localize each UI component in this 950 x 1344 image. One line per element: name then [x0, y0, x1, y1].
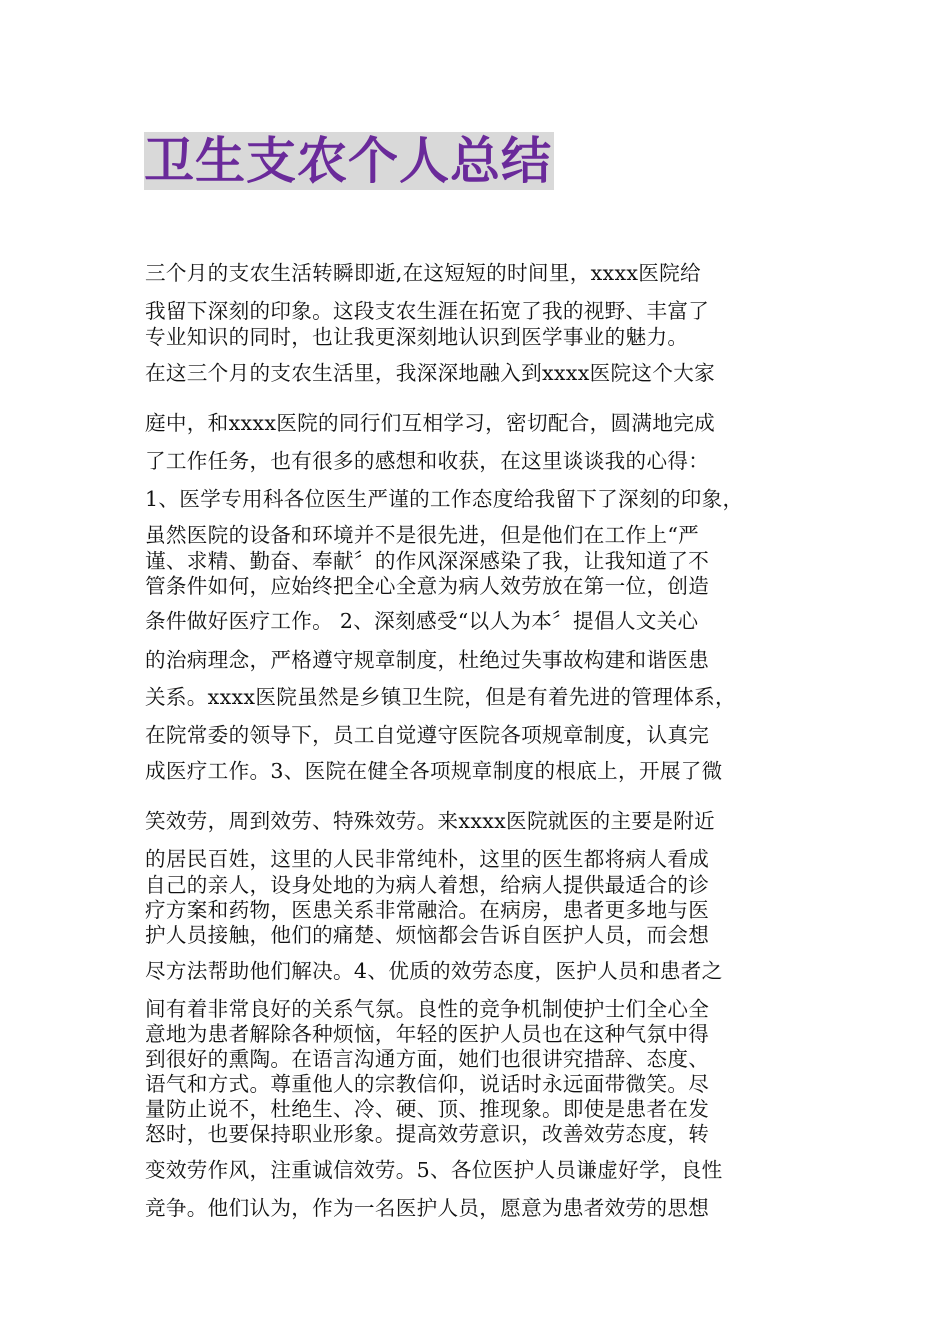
text-line: 虽然医院的设备和环境并不是很先进，但是他们在工作上“严: [145, 523, 700, 547]
text-line: 我留下深刻的印象。这段支农生涯在拓宽了我的视野、丰富了: [145, 299, 710, 323]
text-line: 的居民百姓，这里的人民非常纯朴，这里的医生都将病人看成: [145, 847, 710, 871]
document-title: 卫生支农个人总结: [144, 132, 552, 190]
text-line: 疗方案和药物，医患关系非常融洽。在病房，患者更多地与医: [145, 898, 710, 922]
text-line: 谨、求精、勤奋、奉献〞的作风深深感染了我，让我知道了不: [145, 549, 710, 573]
text-line: 成医疗工作。3、医院在健全各项规章制度的根底上，开展了微: [145, 759, 723, 783]
text-line: 庭中，和xxxx医院的同行们互相学习，密切配合，圆满地完成: [145, 411, 715, 435]
text-line: 意地为患者解除各种烦恼，年轻的医护人员也在这种气氛中得: [145, 1022, 710, 1046]
text-line: 语气和方式。尊重他人的宗教信仰，说话时永远面带微笑。尽: [145, 1072, 710, 1096]
text-line: 专业知识的同时，也让我更深刻地认识到医学事业的魅力。: [145, 325, 689, 349]
text-line: 间有着非常良好的关系气氛。良性的竞争机制使护士们全心全: [145, 997, 710, 1021]
text-line: 变效劳作风，注重诚信效劳。5、各位医护人员谦虚好学，良性: [145, 1158, 723, 1182]
text-line: 1、医学专用科各位医生严谨的工作态度给我留下了深刻的印象，: [145, 487, 744, 511]
text-line: 的治病理念，严格遵守规章制度，杜绝过失事故构建和谐医患: [145, 648, 710, 672]
text-line: 管条件如何，应始终把全心全意为病人效劳放在第一位，创造: [145, 574, 710, 598]
text-line: 三个月的支农生活转瞬即逝,在这短短的时间里，xxxx医院给: [145, 261, 701, 285]
text-line: 笑效劳，周到效劳、特殊效劳。来xxxx医院就医的主要是附近: [145, 809, 715, 833]
text-line: 到很好的熏陶。在语言沟通方面，她们也很讲究措辞、态度、: [145, 1047, 710, 1071]
text-line: 量防止说不，杜绝生、冷、硬、顶、推现象。即使是患者在发: [145, 1097, 710, 1121]
text-line: 了工作任务，也有很多的感想和收获，在这里谈谈我的心得：: [145, 449, 710, 473]
text-line: 条件做好医疗工作。 2、深刻感受“以人为本〞提倡人文关心: [145, 609, 699, 633]
text-line: 竞争。他们认为，作为一名医护人员，愿意为患者效劳的思想: [145, 1196, 710, 1220]
text-line: 在院常委的领导下，员工自觉遵守医院各项规章制度，认真完: [145, 723, 710, 747]
text-line: 尽方法帮助他们解决。4、优质的效劳态度，医护人员和患者之: [145, 959, 723, 983]
text-line: 怒时，也要保持职业形象。提高效劳意识，改善效劳态度，转: [145, 1122, 710, 1146]
text-line: 自己的亲人，设身处地的为病人着想，给病人提供最适合的诊: [145, 873, 710, 897]
text-line: 关系。xxxx医院虽然是乡镇卫生院，但是有着先进的管理体系，: [145, 685, 736, 709]
text-line: 在这三个月的支农生活里，我深深地融入到xxxx医院这个大家: [145, 361, 715, 385]
text-line: 护人员接触，他们的痛楚、烦恼都会告诉自医护人员，而会想: [145, 923, 710, 947]
